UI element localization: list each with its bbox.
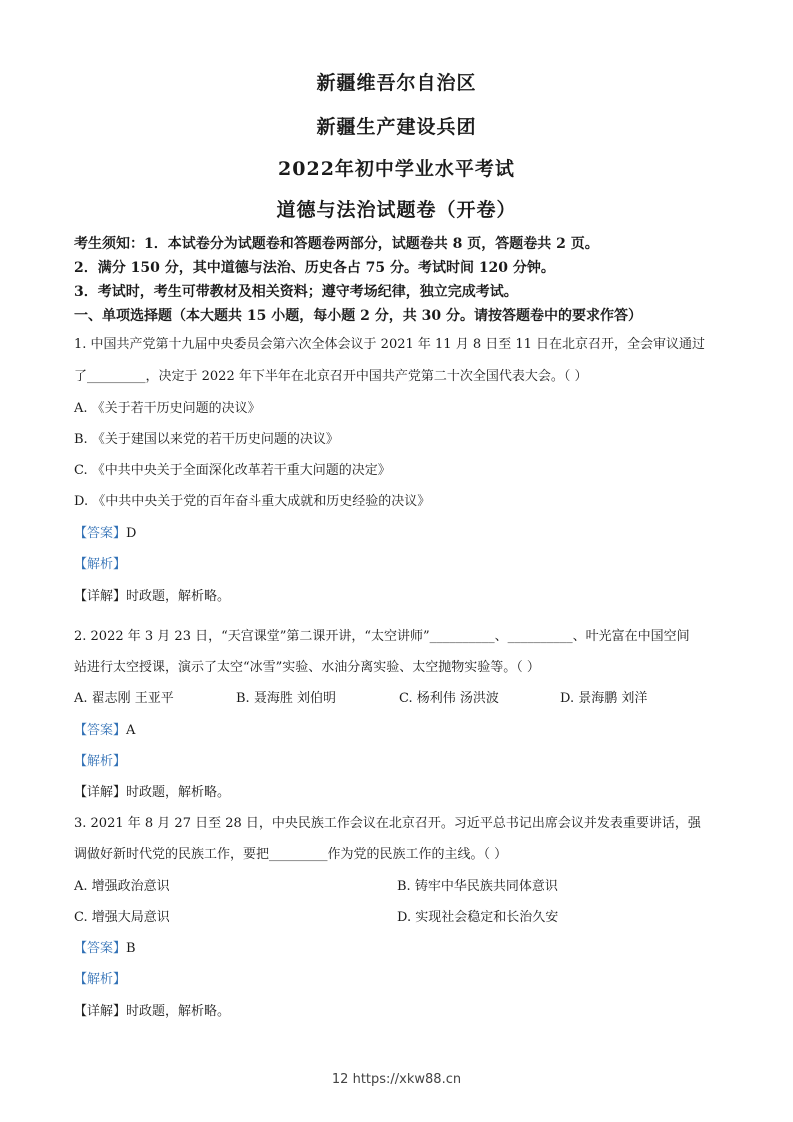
- q3-stem-line-2: 调做好新时代党的民族工作，要把_________作为党的民族工作的主线。（ ）: [74, 847, 508, 862]
- answer-value: B: [126, 941, 136, 956]
- q2-stem-line-2: 站进行太空授课，演示了太空“冰雪”实验、水油分离实验、太空抛物实验等。（ ）: [74, 660, 540, 675]
- q2-option-c: C. 杨利伟 汤洪波: [399, 691, 499, 706]
- q2-option-d: D. 景海鹏 刘洋: [560, 691, 648, 706]
- title-exam: 2022年初中学业水平考试: [278, 158, 515, 180]
- answer-tag: 【答案】: [74, 723, 127, 738]
- q3-option-a: A. 增强政治意识: [74, 879, 170, 894]
- q1-stem-line-1: 1. 中国共产党第十九届中央委员会第六次全体会议于 2021 年 11 月 8 日至 11 日在北京召开，全会审议通过: [74, 337, 706, 352]
- analysis-tag: 【解析】: [74, 972, 127, 987]
- answer-value: D: [126, 526, 137, 541]
- q1-answer: [74, 522, 136, 541]
- answer-value: A: [126, 723, 136, 738]
- q2-detail: [74, 781, 230, 800]
- answer-tag: 【答案】: [74, 526, 127, 541]
- q3-option-b: B. 铸牢中华民族共同体意识: [397, 879, 558, 894]
- detail-text: 时政题，解析略。: [126, 589, 231, 604]
- q2-option-b: B. 聂海胜 刘伯明: [236, 691, 336, 706]
- q1-option-c: C. 《中共中央关于全面深化改革若干重大问题的决定》: [74, 463, 391, 478]
- q1-option-b: B. 《关于建国以来党的若干历史问题的决议》: [74, 432, 339, 447]
- detail-text: 时政题，解析略。: [126, 785, 231, 800]
- detail-text: 时政题，解析略。: [126, 1004, 231, 1019]
- title-corps: 新疆生产建设兵团: [316, 116, 477, 138]
- q3-analysis: [74, 968, 126, 987]
- title-region: 新疆维吾尔自治区: [316, 72, 477, 94]
- notice-line-1: 考生须知：1．本试卷分为试题卷和答题卷两部分，试题卷共 8 页，答题卷共 2 页。: [74, 236, 599, 252]
- detail-tag: 【详解】: [74, 1004, 127, 1019]
- q2-analysis: [74, 750, 126, 769]
- answer-tag: 【答案】: [74, 941, 127, 956]
- detail-tag: 【详解】: [74, 589, 127, 604]
- detail-tag: 【详解】: [74, 785, 127, 800]
- notice-line-3: 3．考试时，考生可带教材及相关资料；遵守考场纪律，独立完成考试。: [74, 284, 518, 300]
- q3-detail: [74, 1000, 230, 1019]
- q3-option-d: D. 实现社会稳定和长治久安: [397, 910, 559, 925]
- notice-line-2: 2．满分 150 分，其中道德与法治、历史各占 75 分。考试时间 120 分钟。: [74, 260, 555, 276]
- q2-answer: [74, 719, 135, 738]
- q3-option-c: C. 增强大局意识: [74, 910, 170, 925]
- q1-analysis: [74, 553, 126, 572]
- page-footer: 12 https://xkw88.cn: [331, 1072, 462, 1087]
- q3-answer: [74, 937, 136, 956]
- q1-stem-line-2: 了_________，决定于 2022 年下半年在北京召开中国共产党第二十次全国代表大会。（ ）: [74, 369, 588, 384]
- analysis-tag: 【解析】: [74, 557, 127, 572]
- title-subject: 道德与法治试题卷（开卷）: [276, 199, 517, 221]
- q2-option-a: A. 翟志刚 王亚平: [74, 691, 174, 706]
- q1-detail: [74, 585, 230, 604]
- q2-stem-line-1: 2. 2022 年 3 月 23 日，“天宫课堂”第二课开讲，“太空讲师”__________、__________、叶光富在中国空间: [74, 629, 690, 644]
- q3-stem-line-1: 3. 2021 年 8 月 27 日至 28 日，中央民族工作会议在北京召开。习近平总书记出席会议并发表重要讲话，强: [74, 816, 701, 831]
- section-heading: 一、单项选择题（本大题共 15 小题，每小题 2 分，共 30 分。请按答题卷中的要求作答）: [74, 308, 642, 324]
- q1-option-d: D. 《中共中央关于党的百年奋斗重大成就和历史经验的决议》: [74, 494, 431, 509]
- analysis-tag: 【解析】: [74, 754, 127, 769]
- q1-option-a: A. 《关于若干历史问题的决议》: [74, 401, 261, 416]
- q2-options: [74, 687, 647, 706]
